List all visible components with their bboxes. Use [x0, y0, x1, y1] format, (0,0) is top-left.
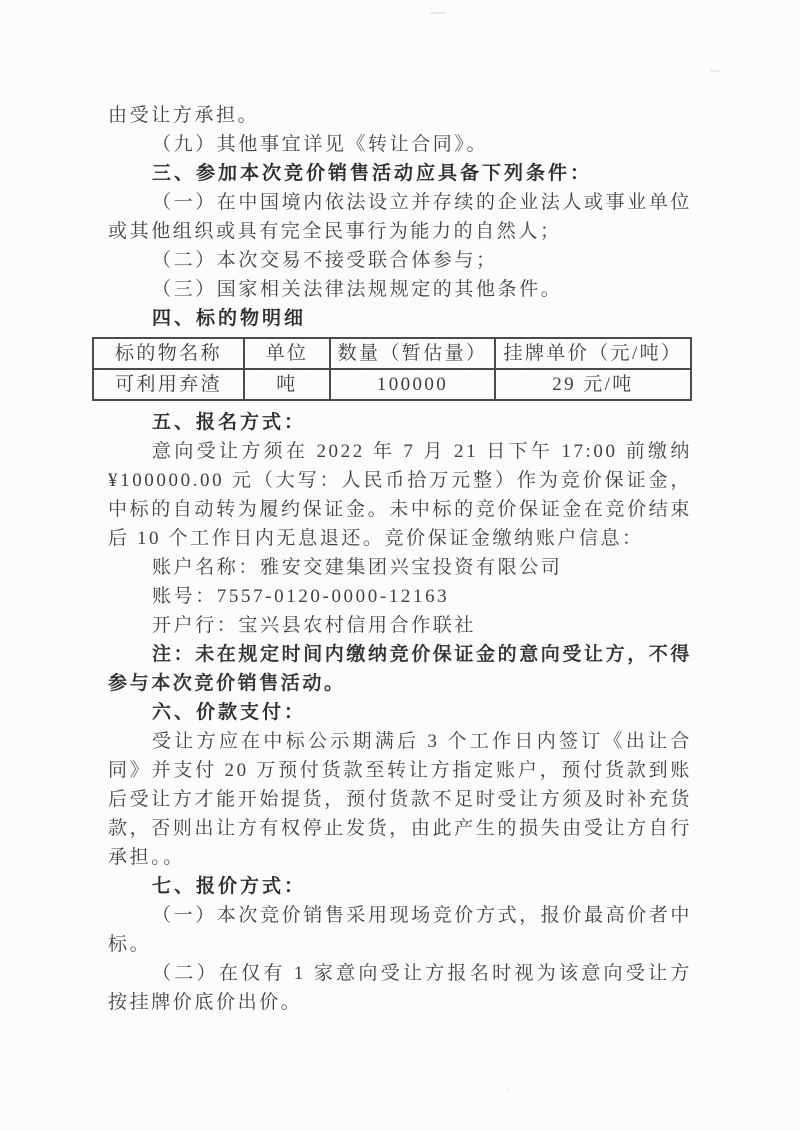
table-header-name: 标的物名称	[93, 338, 244, 369]
paragraph-registration: 意向受让方须在 2022 年 7 月 21 日下午 17:00 前缴纳 ¥100000.00 元（大写：人民币拾万元整）作为竞价保证金，中标的自动转为履约保证金。未中标的竞价保证金在竞价结束后 10 个工作日内无息退还。竞价保证金缴纳账户信息：	[108, 441, 692, 549]
paragraph-quote-1: （一）本次竞价销售采用现场竞价方式，报价最高价者中标。	[108, 905, 693, 955]
table-row	[93, 369, 691, 400]
scan-artifact	[506, 1088, 509, 1091]
table-cell-name: 可利用弃渣	[93, 369, 244, 400]
table-cell-unit: 吨	[244, 369, 330, 400]
subject-matter-table	[92, 337, 692, 401]
document-body	[108, 101, 692, 1017]
table-header-row	[93, 338, 691, 369]
paragraph-quote-2: （二）在仅有 1 家意向受让方报名时视为该意向受让方按挂牌价底价出价。	[108, 963, 692, 1013]
section-heading-3: 三、参加本次竞价销售活动应具备下列条件：	[152, 163, 593, 184]
table-cell-quantity: 100000	[330, 369, 495, 400]
section-heading-4: 四、标的物明细	[152, 308, 307, 329]
paragraph-item-9: （九）其他事宜详见《转让合同》。	[152, 134, 489, 155]
paragraph-carryover: 由受让方承担。	[108, 105, 260, 126]
section-heading-7: 七、报价方式：	[152, 876, 307, 897]
paragraph-condition-1: （一）在中国境内依法设立并存续的企业法人或事业单位或其他组织或具有完全民事行为能力的自然人；	[108, 192, 693, 242]
section-heading-6: 六、价款支付：	[152, 702, 307, 723]
scan-artifact	[710, 70, 721, 73]
paragraph-account-number: 账号：7557-0120-0000-12163	[152, 586, 450, 607]
table-header-quantity: 数量（暂估量）	[330, 338, 495, 369]
table-header-unit: 单位	[244, 338, 330, 369]
paragraph-payment: 受让方应在中标公示期满后 3 个工作日内签订《出让合同》并支付 20 万预付货款至转让方指定账户，预付货款到账后受让方才能开始提货，预付货款不足时受让方须及时补充货款，否则出让方有权停止发货，由此产生的损失由受让方自行承担。。	[108, 731, 692, 868]
paragraph-note: 注：未在规定时间内缴纳竞价保证金的意向受让方，不得参与本次竞价销售活动。	[108, 644, 693, 694]
paragraph-condition-3: （三）国家相关法律法规规定的其他条件。	[152, 279, 563, 300]
table-cell-price: 29 元/吨	[495, 369, 691, 400]
paragraph-condition-2: （二）本次交易不接受联合体参与；	[152, 250, 498, 271]
table-header-price: 挂牌单价（元/吨）	[495, 338, 691, 369]
paragraph-account-name: 账户名称：雅安交建集团兴宝投资有限公司	[152, 557, 563, 578]
section-heading-5: 五、报名方式：	[152, 412, 307, 433]
paragraph-bank: 开户行：宝兴县农村信用合作联社	[152, 615, 477, 636]
scan-artifact	[430, 12, 446, 15]
